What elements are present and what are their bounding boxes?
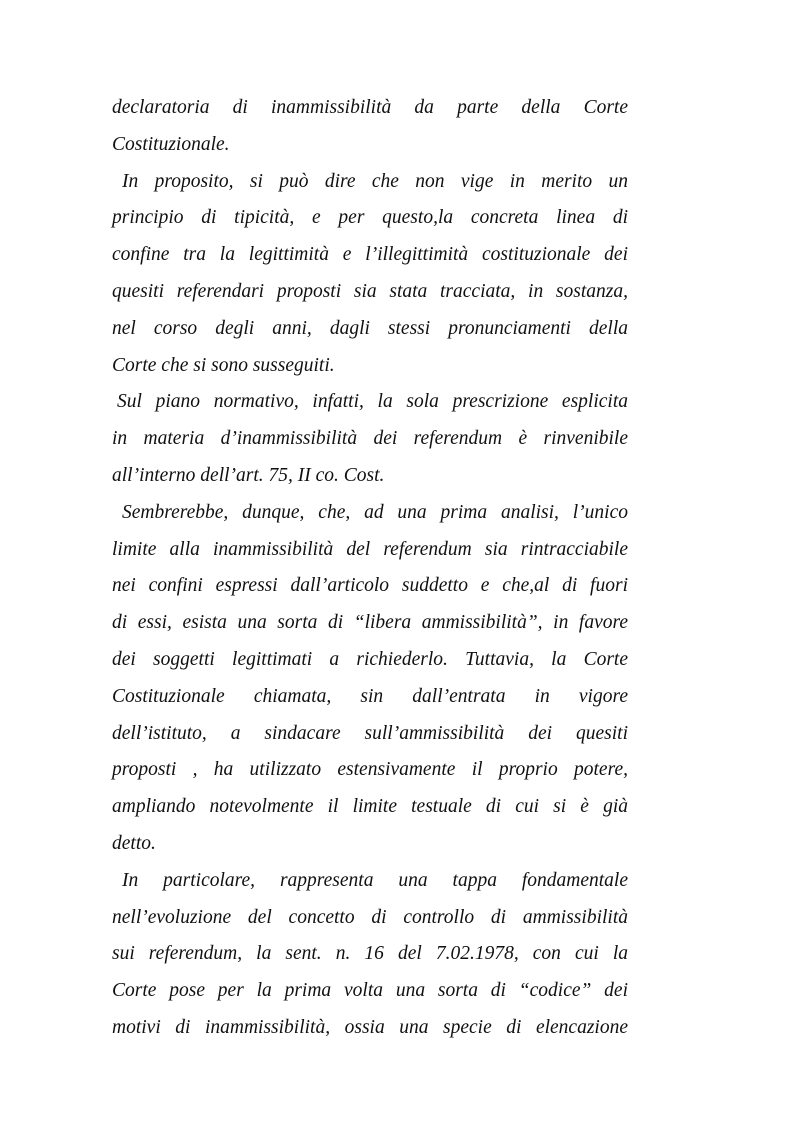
text-line: sui referendum, la sent. n. 16 del 7.02.1978, con cui la — [112, 943, 628, 965]
text-line: proposti , ha utilizzato estensivamente il proprio potere, — [112, 759, 628, 781]
text-line: nei confini espressi dall’articolo suddetto e che,al di fuori — [112, 575, 628, 597]
text-line: In proposito, si può dire che non vige in merito un — [122, 170, 628, 192]
text-line: quesiti referendari proposti sia stata tracciata, in sostanza, — [112, 280, 628, 302]
text-line: Corte pose per la prima volta una sorta di “codice” dei — [112, 980, 628, 1002]
document-body — [112, 90, 628, 1047]
text-line: all’interno dell’art. 75, II co. Cost. — [112, 464, 385, 486]
text-line: nel corso degli anni, dagli stessi pronunciamenti della — [112, 317, 628, 339]
text-line: Sul piano normativo, infatti, la sola prescrizione esplicita — [117, 391, 628, 413]
text-line: detto. — [112, 832, 156, 854]
text-line: motivi di inammissibilità, ossia una specie di elencazione — [112, 1016, 628, 1038]
text-line: Costituzionale. — [112, 133, 230, 155]
text-line: in materia d’inammissibilità dei referendum è rinvenibile — [112, 428, 628, 450]
text-line: di essi, esista una sorta di “libera ammissibilità”, in favore — [112, 612, 628, 634]
text-line: confine tra la legittimità e l’illegittimità costituzionale dei — [112, 244, 628, 266]
text-line: In particolare, rappresenta una tappa fondamentale — [122, 869, 628, 891]
text-line: nell’evoluzione del concetto di controllo di ammissibilità — [112, 906, 628, 928]
text-line: Sembrerebbe, dunque, che, ad una prima analisi, l’unico — [122, 501, 628, 523]
text-line: dell’istituto, a sindacare sull’ammissibilità dei quesiti — [112, 722, 628, 744]
text-line: dei soggetti legittimati a richiederlo. Tuttavia, la Corte — [112, 648, 628, 670]
text-line: limite alla inammissibilità del referendum sia rintracciabile — [112, 538, 628, 560]
text-line: declaratoria di inammissibilità da parte della Corte — [112, 97, 628, 118]
text-line: Costituzionale chiamata, sin dall’entrata in vigore — [112, 685, 628, 707]
text-line: ampliando notevolmente il limite testuale di cui si è già — [112, 796, 628, 818]
text-line: principio di tipicità, e per questo,la concreta linea di — [112, 207, 628, 229]
text-line: Corte che si sono susseguiti. — [112, 354, 335, 376]
